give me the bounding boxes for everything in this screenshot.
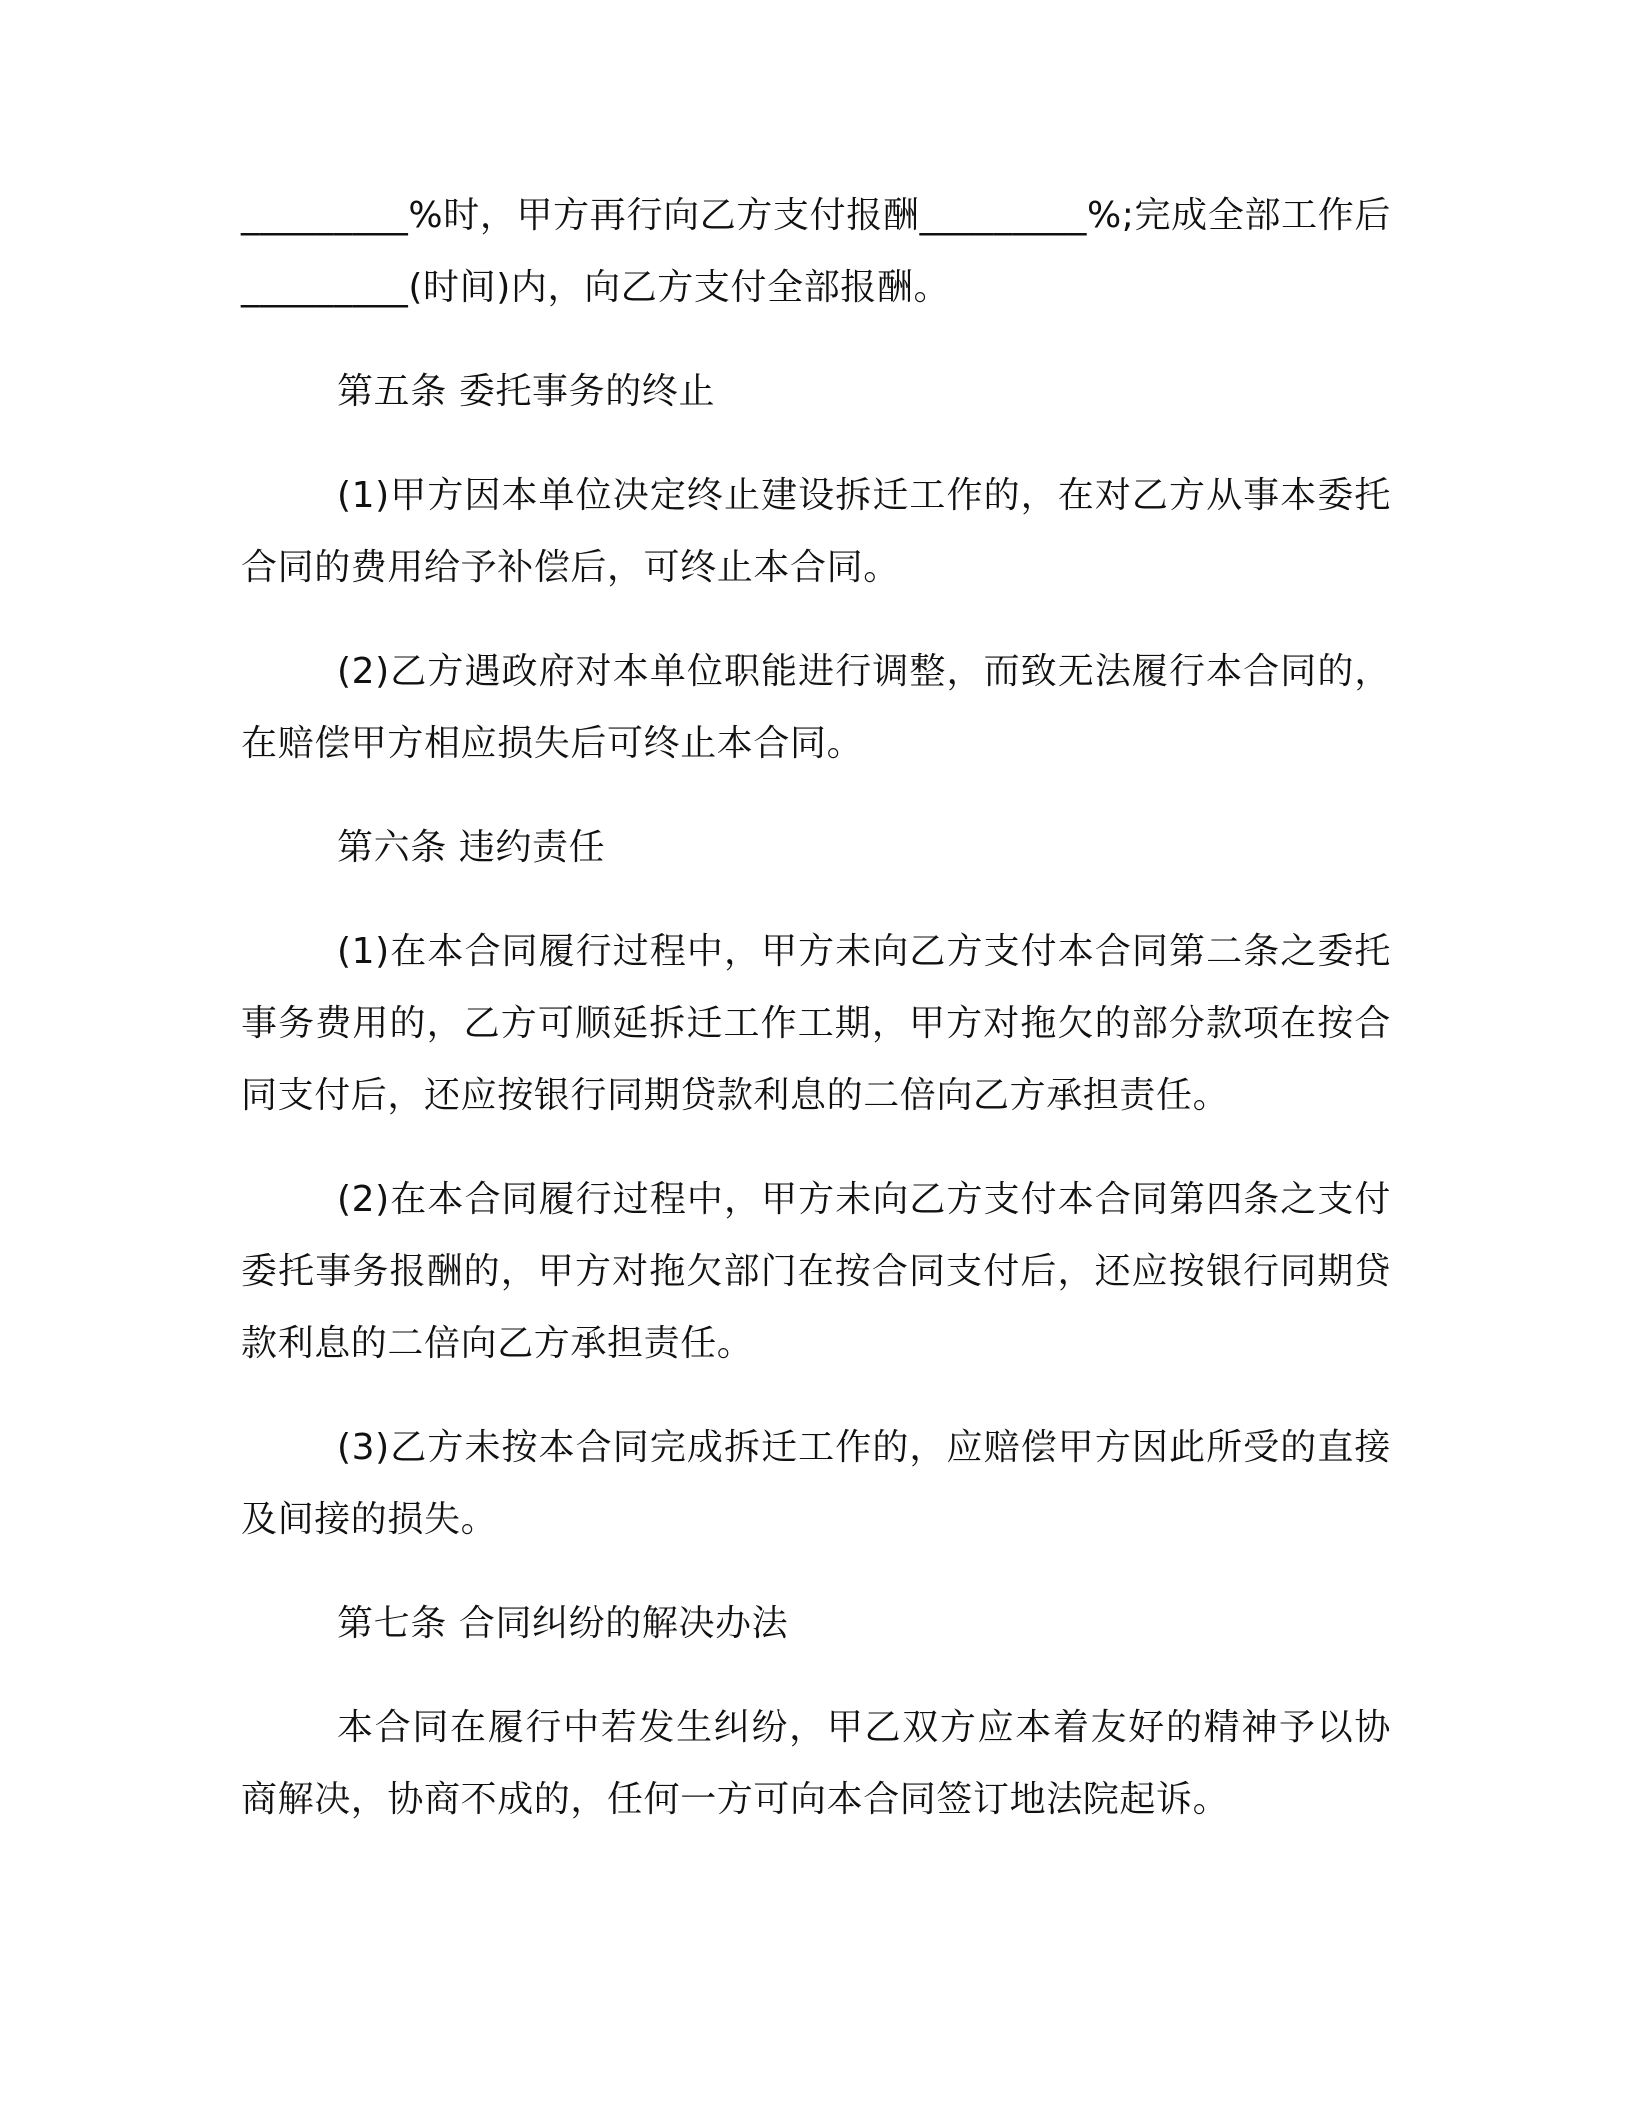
document-body	[241, 180, 1391, 1868]
heading-article-5: 第五条 委托事务的终止	[337, 371, 716, 412]
paragraph-article-5-item-1: (1)甲方因本单位决定终止建设拆迁工作的，在对乙方从事本委托合同的费用给予补偿后，可终止本合同。	[241, 475, 1391, 588]
heading-article-7: 第七条 合同纠纷的解决办法	[337, 1603, 789, 1644]
paragraph-article-7-item-1: 本合同在履行中若发生纠纷，甲乙双方应本着友好的精神予以协商解决，协商不成的，任何一方可向本合同签订地法院起诉。	[241, 1707, 1391, 1820]
paragraph-article-5-item-2: (2)乙方遇政府对本单位职能进行调整，而致无法履行本合同的，在赔偿甲方相应损失后可终止本合同。	[241, 651, 1391, 764]
paragraph-payment-continuation: _________%时，甲方再行向乙方支付报酬_________%;完成全部工作后_________(时间)内，向乙方支付全部报酬。	[241, 195, 1391, 308]
paragraph-article-6-item-1: (1)在本合同履行过程中，甲方未向乙方支付本合同第二条之委托事务费用的，乙方可顺延拆迁工作工期，甲方对拖欠的部分款项在按合同支付后，还应按银行同期贷款利息的二倍向乙方承担责任。	[241, 931, 1391, 1116]
paragraph-article-6-item-3: (3)乙方未按本合同完成拆迁工作的，应赔偿甲方因此所受的直接及间接的损失。	[241, 1427, 1391, 1540]
heading-article-6: 第六条 违约责任	[337, 827, 606, 868]
paragraph-article-6-item-2: (2)在本合同履行过程中，甲方未向乙方支付本合同第四条之支付委托事务报酬的，甲方对拖欠部门在按合同支付后，还应按银行同期贷款利息的二倍向乙方承担责任。	[241, 1179, 1391, 1364]
